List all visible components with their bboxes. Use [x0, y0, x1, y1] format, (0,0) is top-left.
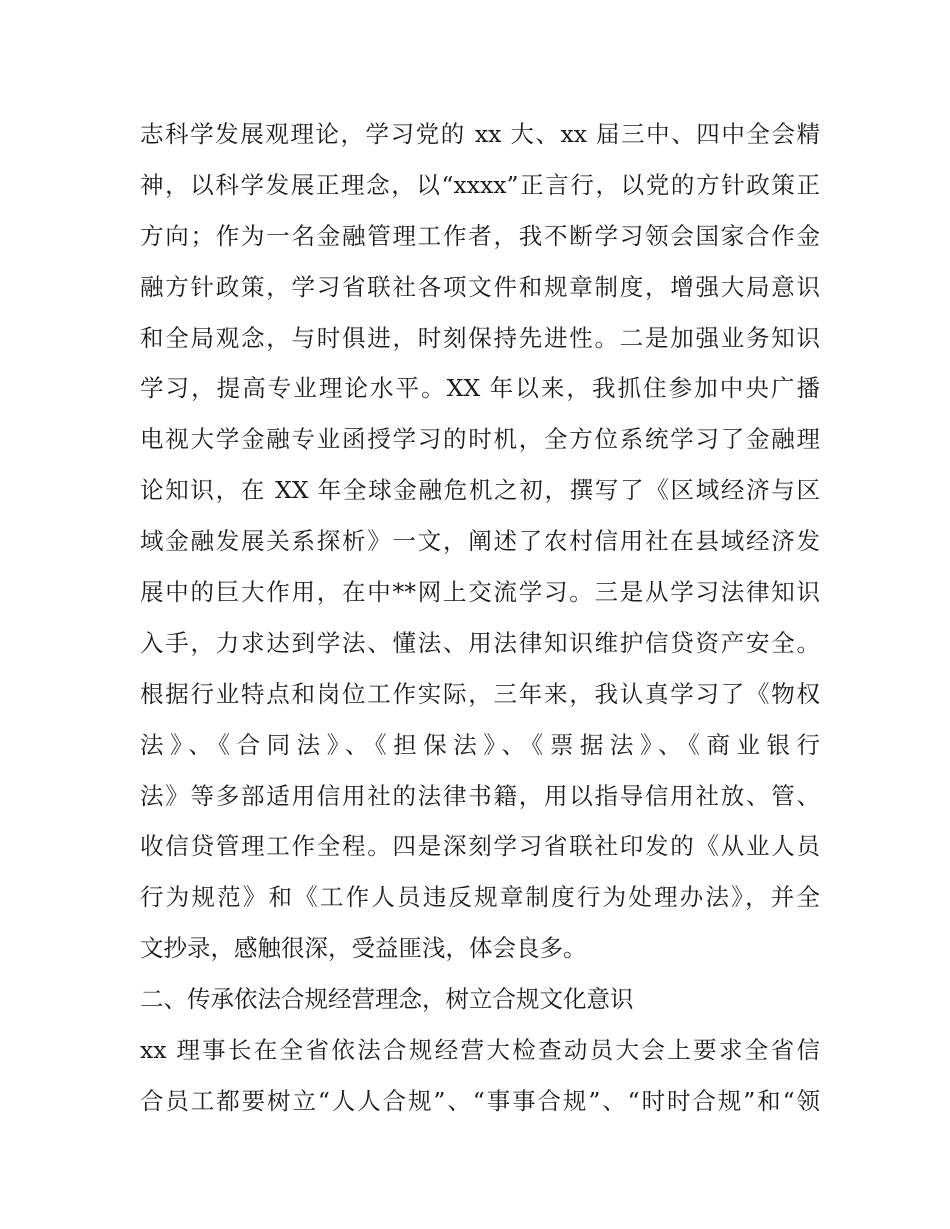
text-line-17: 文抄录，感触很深，受益匪浅，体会良多。 [140, 934, 587, 963]
text-line-20: 合员工都要树立“人人合规”、“事事合规”、“时时合规”和“领 [140, 1086, 820, 1115]
text-line-19: xx 理事长在全省依法合规经营大检查动员大会上要求全省信 [140, 1036, 820, 1065]
text-line-9: 域金融发展关系探析》一文，阐述了农村信用社在县域经济发 [140, 527, 820, 556]
text-line-12: 根据行业特点和岗位工作实际，三年来，我认真学习了《物权 [140, 679, 820, 708]
text-line-5: 和全局观念，与时俱进，时刻保持先进性。二是加强业务知识 [140, 323, 820, 352]
text-line-4: 融方针政策，学习省联社各项文件和规章制度，增强大局意识 [140, 272, 820, 301]
text-line-7: 电视大学金融专业函授学习的时机，全方位系统学习了金融理 [140, 425, 820, 454]
text-line-6: 学习，提高专业理论水平。XX 年以来，我抓住参加中央广播 [140, 374, 820, 403]
text-line-14: 法》等多部适用信用社的法律书籍，用以指导信用社放、管、 [140, 781, 820, 810]
text-line-10: 展中的巨大作用，在中**网上交流学习。三是从学习法律知识 [140, 578, 820, 607]
text-line-16: 行为规范》和《工作人员违反规章制度行为处理办法》，并全 [140, 883, 820, 912]
text-line-15: 收信贷管理工作全程。四是深刻学习省联社印发的《从业人员 [140, 832, 820, 861]
body-text [140, 109, 820, 1127]
text-line-13: 法》、《合同法》、《担保法》、《票据法》、《商业银行 [140, 730, 820, 759]
text-line-2: 神，以科学发展正理念，以“xxxx”正言行，以党的方针政策正 [140, 170, 820, 199]
text-line-1: 志科学发展观理论，学习党的 xx 大、xx 届三中、四中全会精 [140, 120, 820, 148]
text-line-3: 方向；作为一名金融管理工作者，我不断学习领会国家合作金 [140, 221, 820, 250]
section-heading: 二、传承依法合规经营理念，树立合规文化意识 [140, 985, 634, 1014]
text-line-8: 论知识，在 XX 年全球金融危机之初，撰写了《区域经济与区 [140, 476, 820, 505]
text-line-11: 入手，力求达到学法、懂法、用法律知识维护信贷资产安全。 [140, 628, 820, 657]
